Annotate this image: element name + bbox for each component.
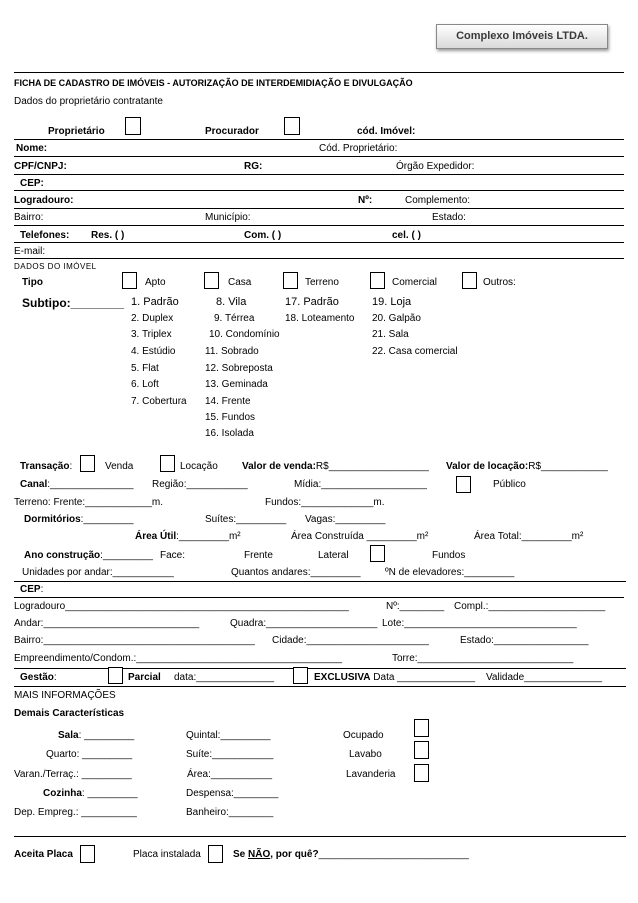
email-label: E-mail: (14, 246, 46, 257)
validade-field[interactable]: Validade______________ (486, 672, 603, 683)
section-divider (14, 668, 626, 669)
area-util-label: Área Útil (135, 531, 177, 542)
quadra-field[interactable]: Quadra:____________________ (230, 618, 378, 629)
tipo-apto-checkbox[interactable] (122, 272, 137, 289)
line (14, 242, 624, 243)
subtipo-item: 20. Galpão (372, 313, 421, 324)
subtipo-item: 7. Cobertura (131, 396, 187, 407)
bairro2-field[interactable]: Bairro:______________________________________ (14, 635, 255, 646)
com-label: Com. ( ) (244, 230, 282, 241)
section-divider (14, 581, 626, 582)
canal-label: Canal (20, 479, 48, 490)
sala-label: Sala (58, 730, 79, 741)
despensa-field[interactable]: Despensa:________ (186, 788, 279, 799)
property-section-title: DADOS DO IMÓVEL (14, 262, 97, 271)
subtipo-item: 13. Geminada (205, 379, 268, 390)
cozinha-field[interactable]: : _________ (81, 788, 138, 799)
lavanderia-label: Lavanderia (346, 769, 396, 780)
form-title: FICHA DE CADASTRO DE IMÓVEIS - AUTORIZAÇÃO DE INTERDEMIDIAÇÃO E DIVULGAÇÃO (14, 78, 413, 88)
torre-field[interactable]: Torre:____________________________ (392, 653, 574, 664)
estado2-field[interactable]: Estado:_________________ (460, 635, 589, 646)
subtipo-item: 19. Loja (372, 296, 412, 308)
tipo-terreno-label: Terreno (305, 277, 339, 288)
subtipo-item: 21. Sala (372, 329, 409, 340)
tipo-label: Tipo (22, 277, 43, 288)
ocupado-label: Ocupado (343, 730, 384, 741)
area-util-field[interactable]: :_________m² (176, 531, 241, 542)
suite-field[interactable]: Suíte:___________ (186, 749, 274, 760)
aceita-placa-checkbox[interactable] (80, 845, 95, 863)
subtipo-item: 14. Frente (205, 396, 251, 407)
empreendimento-field[interactable]: Empreendimento/Condom.:_____________________________________ (14, 653, 343, 664)
subtipo-label: Subtipo:________ (22, 296, 125, 310)
lote-field[interactable]: Lote:_______________________________ (382, 618, 577, 629)
tipo-outros-checkbox[interactable] (462, 272, 477, 289)
subtipo-item: 1. Padrão (131, 296, 179, 308)
andar-field[interactable]: Andar:____________________________ (14, 618, 200, 629)
lavanderia-checkbox[interactable] (414, 764, 429, 782)
subtipo-item: 11. Sobrado (205, 346, 259, 357)
tipo-comercial-label: Comercial (392, 277, 438, 288)
cod-proprietario-label: Cód. Proprietário: (319, 143, 398, 154)
subtipo-item: 17. Padrão (285, 296, 339, 308)
placa-instalada-label: Placa instalada (133, 849, 201, 860)
dormitorios-label: Dormitórios (24, 514, 81, 525)
cozinha-label: Cozinha (43, 788, 82, 799)
valor-venda-label: Valor de venda: (242, 461, 316, 472)
subtipo-item: 2. Duplex (131, 313, 174, 324)
parcial-data-field[interactable]: data:______________ (174, 672, 275, 683)
tipo-apto-label: Apto (145, 277, 166, 288)
regiao-field[interactable]: Região:___________ (152, 479, 248, 490)
valor-venda-field[interactable]: R$__________________ (315, 461, 429, 472)
numero-label: Nº: (358, 195, 373, 206)
parcial-checkbox[interactable] (108, 667, 123, 684)
procurador-label: Procurador (205, 126, 259, 137)
nome-label: Nome: (16, 143, 48, 154)
parcial-label: Parcial (128, 672, 161, 683)
logradouro-label: Logradouro: (14, 195, 74, 206)
subtipo-item: 6. Loft (131, 379, 159, 390)
rg-label: RG: (244, 161, 263, 172)
cidade-field[interactable]: Cidade:______________________ (272, 635, 429, 646)
complemento-label: Complemento: (405, 195, 471, 206)
area-construida-field[interactable]: Área Construída _________m² (291, 531, 429, 542)
area-field[interactable]: Área:___________ (187, 769, 273, 780)
subtipo-item: 9. Térrea (214, 313, 255, 324)
subtipo-item: 16. Isolada (205, 428, 254, 439)
proprietario-label: Proprietário (48, 126, 105, 137)
suites-field[interactable]: Suítes:_________ (205, 514, 287, 525)
tipo-casa-label: Casa (228, 277, 252, 288)
vagas-field[interactable]: Vagas:_________ (305, 514, 386, 525)
valor-locacao-field[interactable]: R$____________ (528, 461, 608, 472)
cep2-label: CEP (20, 584, 41, 595)
midia-field[interactable]: Mídia:___________________ (294, 479, 427, 490)
subtipo-item: 4. Estúdio (131, 346, 176, 357)
section-divider (14, 836, 626, 837)
res-label: Res. ( ) (91, 230, 125, 241)
exclusiva-data-field[interactable]: Data ______________ (373, 672, 476, 683)
cel-label: cel. ( ) (392, 230, 421, 241)
cod-imovel-label: cód. Imóvel: (357, 126, 416, 137)
unidades-field[interactable]: Unidades por andar:___________ (22, 567, 174, 578)
subtipo-item: 3. Triplex (131, 329, 172, 340)
se-label: Se (233, 849, 249, 860)
face-checkbox[interactable] (370, 545, 385, 562)
subtipo-item: 18. Loteamento (285, 313, 355, 324)
exclusiva-checkbox[interactable] (293, 667, 308, 684)
porque-field[interactable]: ___________________________ (318, 849, 469, 860)
line (14, 597, 624, 598)
banheiro-field[interactable]: Banheiro:________ (186, 807, 274, 818)
locacao-label: Locação (180, 461, 218, 472)
venda-checkbox[interactable] (80, 455, 95, 472)
header-divider (14, 72, 624, 73)
subtipo-item: 10. Condomínio (209, 329, 280, 340)
numero2-field[interactable]: Nº:________ (386, 601, 445, 612)
gestao-label: Gestão (20, 672, 54, 683)
face-fundos-label: Fundos (432, 550, 466, 561)
tipo-casa-checkbox[interactable] (204, 272, 219, 289)
quarto-field[interactable]: Quarto: _________ (46, 749, 133, 760)
quantos-andares-field[interactable]: Quantos andares:_________ (231, 567, 361, 578)
section-divider (14, 686, 626, 687)
area-total-field[interactable]: Área Total:_________m² (474, 531, 584, 542)
mais-informacoes-title: MAIS INFORMAÇÕES (14, 690, 116, 701)
tipo-comercial-checkbox[interactable] (370, 272, 385, 289)
cpf-label: CPF/CNPJ: (14, 161, 67, 172)
ano-construcao-label: Ano construção (24, 550, 101, 561)
varanda-field[interactable]: Varan./Terraç.: _________ (14, 769, 132, 780)
line (14, 190, 624, 191)
face-label: Face: (160, 550, 186, 561)
line (14, 258, 624, 259)
publico-checkbox[interactable] (456, 476, 471, 493)
canal-field[interactable]: :_______________ (47, 479, 134, 490)
porque-label: , por quê? (270, 849, 319, 860)
company-logo: Complexo Imóveis LTDA. (436, 24, 608, 49)
logradouro2-field[interactable]: Logradouro___________________________________________________ (14, 601, 349, 612)
compl2-field[interactable]: Compl.:_____________________ (454, 601, 606, 612)
procurador-checkbox[interactable] (284, 117, 300, 135)
lavabo-checkbox[interactable] (414, 741, 429, 759)
valor-locacao-label: Valor de locação: (446, 461, 529, 472)
cep-label: CEP: (20, 178, 44, 189)
line (14, 139, 624, 140)
subtipo-item: 15. Fundos (205, 412, 256, 423)
dep-empreg-field[interactable]: Dep. Empreg.: __________ (14, 807, 137, 818)
proprietario-checkbox[interactable] (125, 117, 141, 135)
face-lateral-label: Lateral (318, 550, 349, 561)
lavabo-label: Lavabo (349, 749, 382, 760)
quintal-field[interactable]: Quintal:_________ (186, 730, 271, 741)
placa-instalada-checkbox[interactable] (208, 845, 223, 863)
face-frente-label: Frente (244, 550, 273, 561)
ano-construcao-field[interactable]: :_________ (100, 550, 153, 561)
exclusiva-label: EXCLUSIVA (314, 672, 371, 683)
aceita-placa-label: Aceita Placa (14, 849, 73, 860)
transacao-label: Transação (20, 461, 70, 472)
terreno-frente-field[interactable]: Terreno: Frente:____________m. (14, 497, 163, 508)
sala-field[interactable]: : _________ (78, 730, 135, 741)
elevadores-field[interactable]: ºN de elevadores:_________ (385, 567, 515, 578)
subtipo-item: 22. Casa comercial (372, 346, 458, 357)
line (14, 225, 624, 226)
subtipo-item: 5. Flat (131, 363, 159, 374)
dormitorios-field[interactable]: :_________ (80, 514, 134, 525)
estado-label: Estado: (432, 212, 466, 223)
demais-caracteristicas-title: Demais Características (14, 708, 125, 719)
tipo-outros-label: Outros: (483, 277, 516, 288)
bairro-label: Bairro: (14, 212, 44, 223)
municipio-label: Município: (205, 212, 251, 223)
ocupado-checkbox[interactable] (414, 719, 429, 737)
venda-label: Venda (105, 461, 134, 472)
line (14, 208, 624, 209)
owner-section-subtitle: Dados do proprietário contratante (14, 96, 163, 107)
locacao-checkbox[interactable] (160, 455, 175, 472)
orgao-label: Órgão Expedidor: (396, 161, 475, 172)
publico-label: Público (493, 479, 526, 490)
nao-label: NÃO (248, 849, 271, 860)
line (14, 174, 624, 175)
terreno-fundos-field[interactable]: Fundos:_____________m. (265, 497, 385, 508)
subtipo-item: 8. Vila (216, 296, 247, 308)
subtipo-item: 12. Sobreposta (205, 363, 273, 374)
tipo-terreno-checkbox[interactable] (283, 272, 298, 289)
line (14, 156, 624, 157)
telefones-label: Telefones: (20, 230, 70, 241)
